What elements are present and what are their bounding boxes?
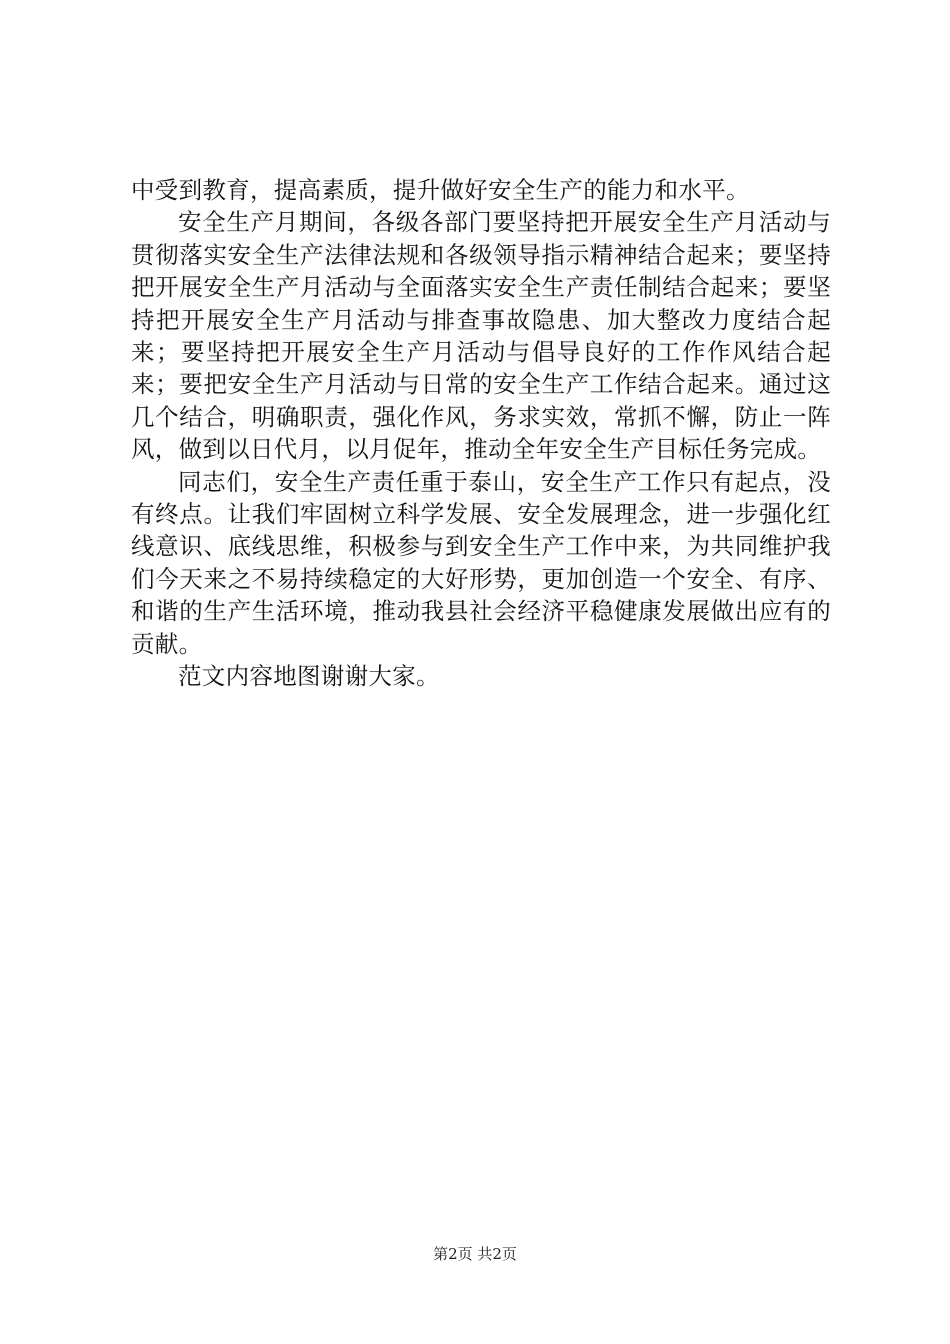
paragraph-continuation: 中受到教育，提高素质，提升做好安全生产的能力和水平。 xyxy=(131,176,750,204)
page-footer xyxy=(0,1244,950,1264)
page-number: 第2页 共2页 xyxy=(433,1245,517,1263)
paragraph-closing: 范文内容地图谢谢大家。 xyxy=(178,662,440,691)
paragraph-comrades: 同志们，安全生产责任重于泰山，安全生产工作只有起点，没有终点。让我们牢固树立科学发展、安全发展理念，进一步强化红线意识、底线思维，积极参与到安全生产工作中来，为共同维护我们今天来之不易持续稳定的大好形势，更加创造一个安全、有序、和谐的生产生活环境，推动我县社会经济平稳健康发展做出应有的贡献。 xyxy=(131,467,831,658)
paragraph-safety-month: 安全生产月期间，各级各部门要坚持把开展安全生产月活动与贯彻落实安全生产法律法规和各级领导指示精神结合起来；要坚持把开展安全生产月活动与全面落实安全生产责任制结合起来；要坚持把开展安全生产月活动与排查事故隐患、加大整改力度结合起来；要坚持把开展安全生产月活动与倡导良好的工作作风结合起来；要把安全生产月活动与日常的安全生产工作结合起来。通过这几个结合，明确职责，强化作风，务求实效，常抓不懈，防止一阵风，做到以日代月，以月促年，推动全年安全生产目标任务完成。 xyxy=(131,208,831,464)
document-body xyxy=(131,174,831,693)
